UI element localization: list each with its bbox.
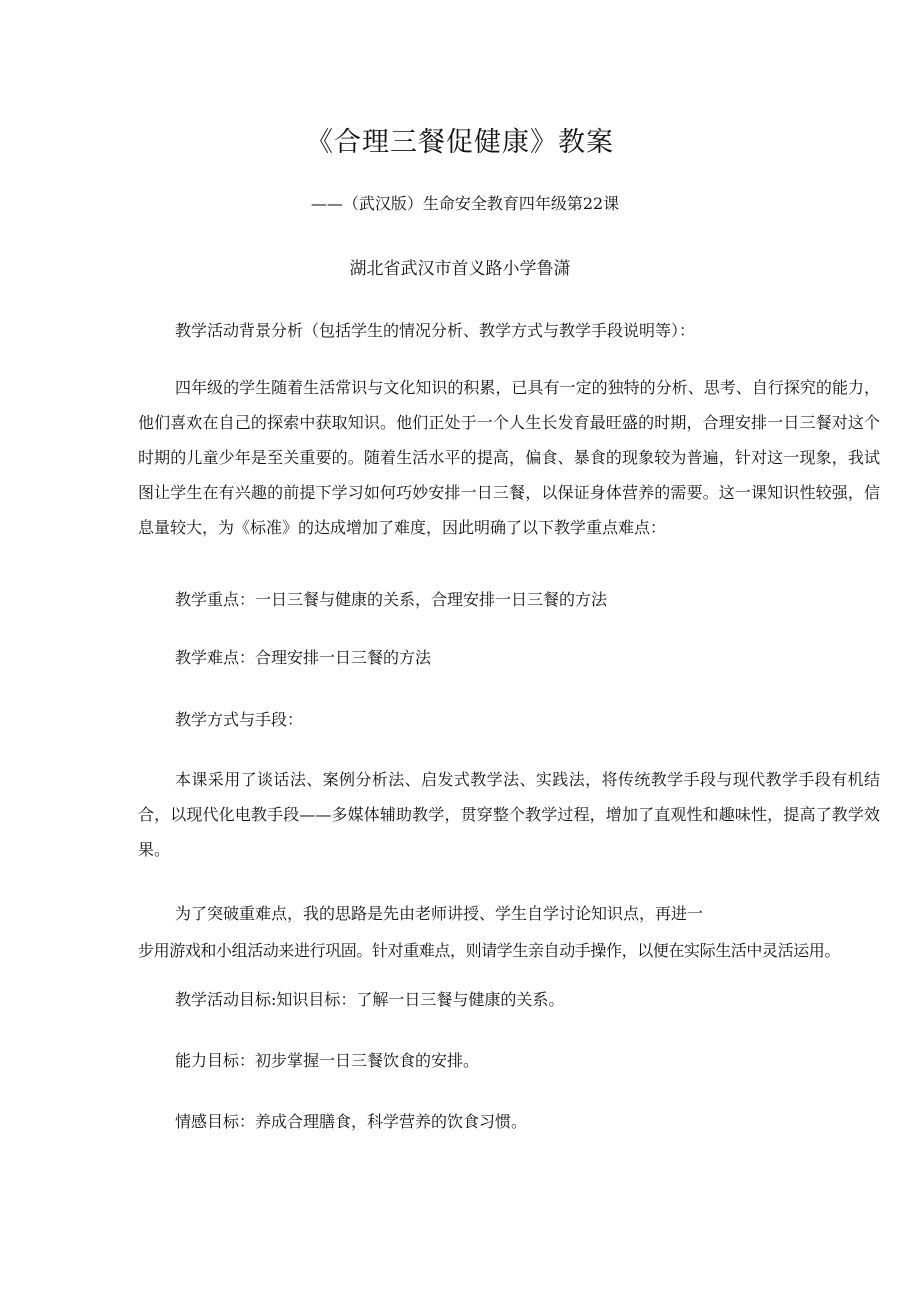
key-point: 教学重点：一日三餐与健康的关系，合理安排一日三餐的方法 xyxy=(175,590,608,609)
difficult-point: 教学难点：合理安排一日三餐的方法 xyxy=(175,648,432,667)
methods-heading: 教学方式与手段： xyxy=(175,710,304,729)
approach-line-2: 步用游戏和小组活动来进行巩固。针对重难点，则请学生亲自动手操作，以便在实际生活中灵活运用。 xyxy=(138,941,841,960)
objective-knowledge: 教学活动目标:知识目标：了解一日三餐与健康的关系。 xyxy=(175,990,565,1009)
document-subtitle: ——（武汉版）生命安全教育四年级第22课 xyxy=(310,194,620,213)
approach-line-1: 为了突破重难点，我的思路是先由老师讲授、学生自学讨论知识点，再进一 xyxy=(175,904,704,923)
background-heading: 教学活动背景分析（包括学生的情况分析、教学方式与教学手段说明等）： xyxy=(175,321,696,340)
background-paragraph: 四年级的学生随着生活常识与文化知识的积累，已具有一定的独特的分析、思考、自行探究的能力，他们喜欢在自己的探索中获取知识。他们正处于一个人生长发育最旺盛的时期，合理安排一日三餐对这个时期的儿童少年是至关重要的。随着生活水平的提高，偏食、暴食的现象较为普遍，针对这一现象，我试图让学生在有兴趣的前提下学习如何巧妙安排一日三餐，以保证身体营养的需要。这一课知识性较强，信息量较大，为《标准》的达成增加了难度，因此明确了以下教学重点难点： xyxy=(138,378,880,537)
objective-ability: 能力目标：初步掌握一日三餐饮食的安排。 xyxy=(175,1051,480,1070)
document-author: 湖北省武汉市首义路小学鲁潇 xyxy=(349,259,571,279)
document-title: 《合理三餐促健康》教案 xyxy=(306,127,614,158)
objective-emotion: 情感目标：养成合理膳食，科学营养的饮食习惯。 xyxy=(175,1112,528,1131)
methods-paragraph: 本课采用了谈话法、案例分析法、启发式教学法、实践法，将传统教学手段与现代教学手段有机结合，以现代化电教手段——多媒体辅助教学，贯穿整个教学过程，增加了直观性和趣味性，提高了教学效果。 xyxy=(138,770,880,859)
